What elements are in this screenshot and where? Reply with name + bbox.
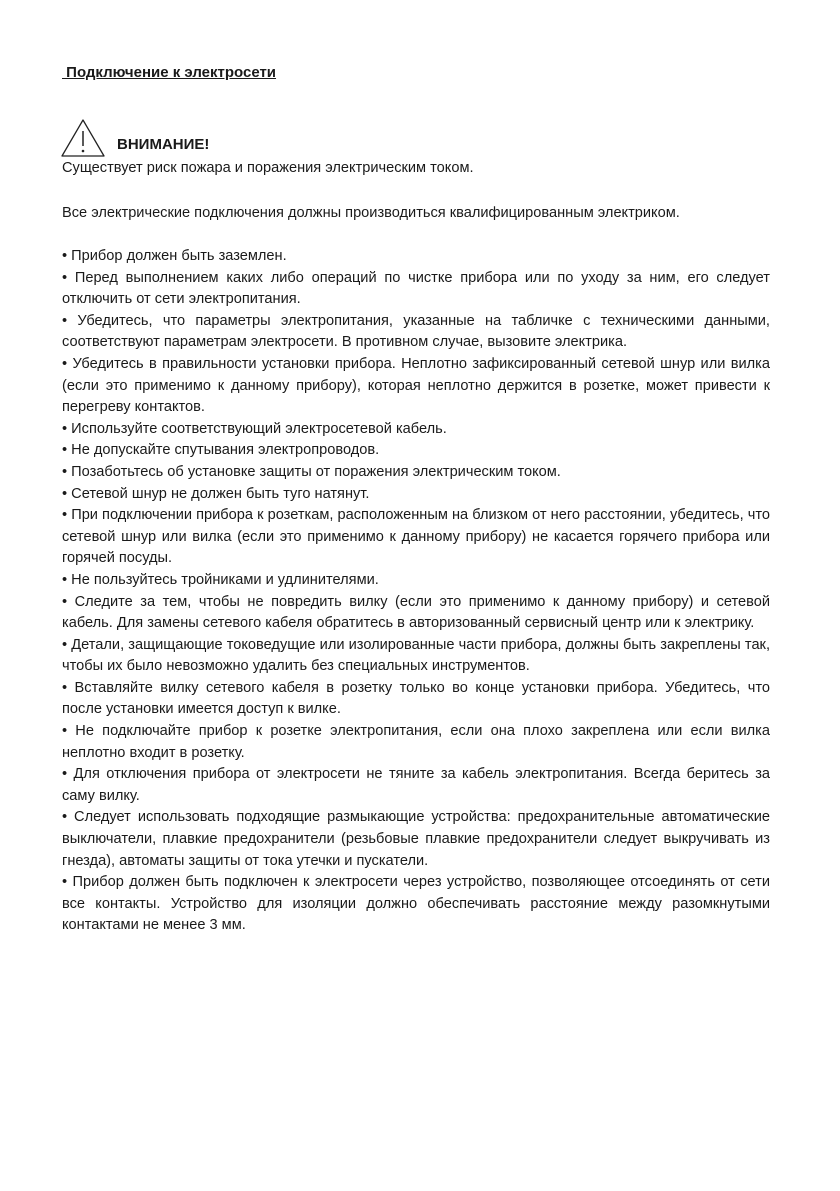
list-item: • Следите за тем, чтобы не повредить вилку (если это применимо к данному прибору) и сетевой кабель. Для замены сетевого кабеля обратитесь в авторизованный сервисный центр или к электрику. bbox=[62, 593, 770, 632]
list-item: • Детали, защищающие токоведущие или изолированные части прибора, должны быть закреплены так, чтобы их было невозможно удалить без специальных инструментов. bbox=[62, 636, 770, 675]
warning-triangle-icon bbox=[60, 118, 106, 158]
qualified-electrician-note: Все электрические подключения должны производиться квалифицированным электриком. bbox=[62, 205, 680, 221]
list-item: • Прибор должен быть заземлен. bbox=[62, 248, 287, 264]
warning-text: Существует риск пожара и поражения электрическим током. bbox=[62, 160, 474, 176]
list-item: • Не подключайте прибор к розетке электропитания, если она плохо закреплена или если вилка неплотно входит в розетку. bbox=[62, 723, 770, 761]
list-item: • Прибор должен быть подключен к электросети через устройство, позволяющее отсоединять от сети все контакты. Устройство для изоляции должно обеспечивать расстояние между разомкнутыми контактами не менее 3 мм. bbox=[62, 874, 770, 934]
list-item: • Убедитесь в правильности установки прибора. Неплотно зафиксированный сетевой шнур или вилка (если это применимо к данному прибору), которая неплотно держится в розетке, может привести к перегреву контактов. bbox=[62, 355, 770, 416]
list-item: • Вставляйте вилку сетевого кабеля в розетку только во конце установки прибора. Убедитесь, что после установки имеется доступ к вилке. bbox=[62, 679, 770, 718]
section-title: Подключение к электросети bbox=[62, 64, 277, 81]
safety-list bbox=[62, 246, 770, 937]
list-item: • Для отключения прибора от электросети не тяните за кабель электропитания. Всегда беритесь за саму вилку. bbox=[62, 766, 770, 804]
list-item: • При подключении прибора к розеткам, расположенным на близком от него расстоянии, убедитесь, что сетевой шнур или вилка (если это применимо к данному прибору) не касается горячего прибора или горячей посуды. bbox=[62, 507, 770, 567]
warning-label: ВНИМАНИЕ! bbox=[117, 136, 210, 153]
list-item: • Перед выполнением каких либо операций по чистке прибора или по уходу за ним, его следует отключить от сети электропитания. bbox=[62, 269, 770, 308]
list-item: • Убедитесь, что параметры электропитания, указанные на табличке с техническими данными, соответствуют параметрам электросети. В противном случае, вызовите электрика. bbox=[62, 312, 770, 351]
list-item: • Не пользуйтесь тройниками и удлинителями. bbox=[62, 571, 379, 588]
list-item: • Сетевой шнур не должен быть туго натянут. bbox=[62, 485, 370, 502]
list-item: • Используйте соответствующий электросетевой кабель. bbox=[62, 420, 447, 437]
list-item: • Позаботьтесь об установке защиты от поражения электрическим током. bbox=[62, 463, 561, 480]
list-item: • Не допускайте спутывания электропроводов. bbox=[62, 442, 380, 459]
list-item: • Следует использовать подходящие размыкающие устройства: предохранительные автоматические выключатели, плавкие предохранители (резьбовые плавкие предохранители следует выкручивать из гнезда), автоматы защиты от тока утечки и пускатели. bbox=[62, 809, 770, 869]
